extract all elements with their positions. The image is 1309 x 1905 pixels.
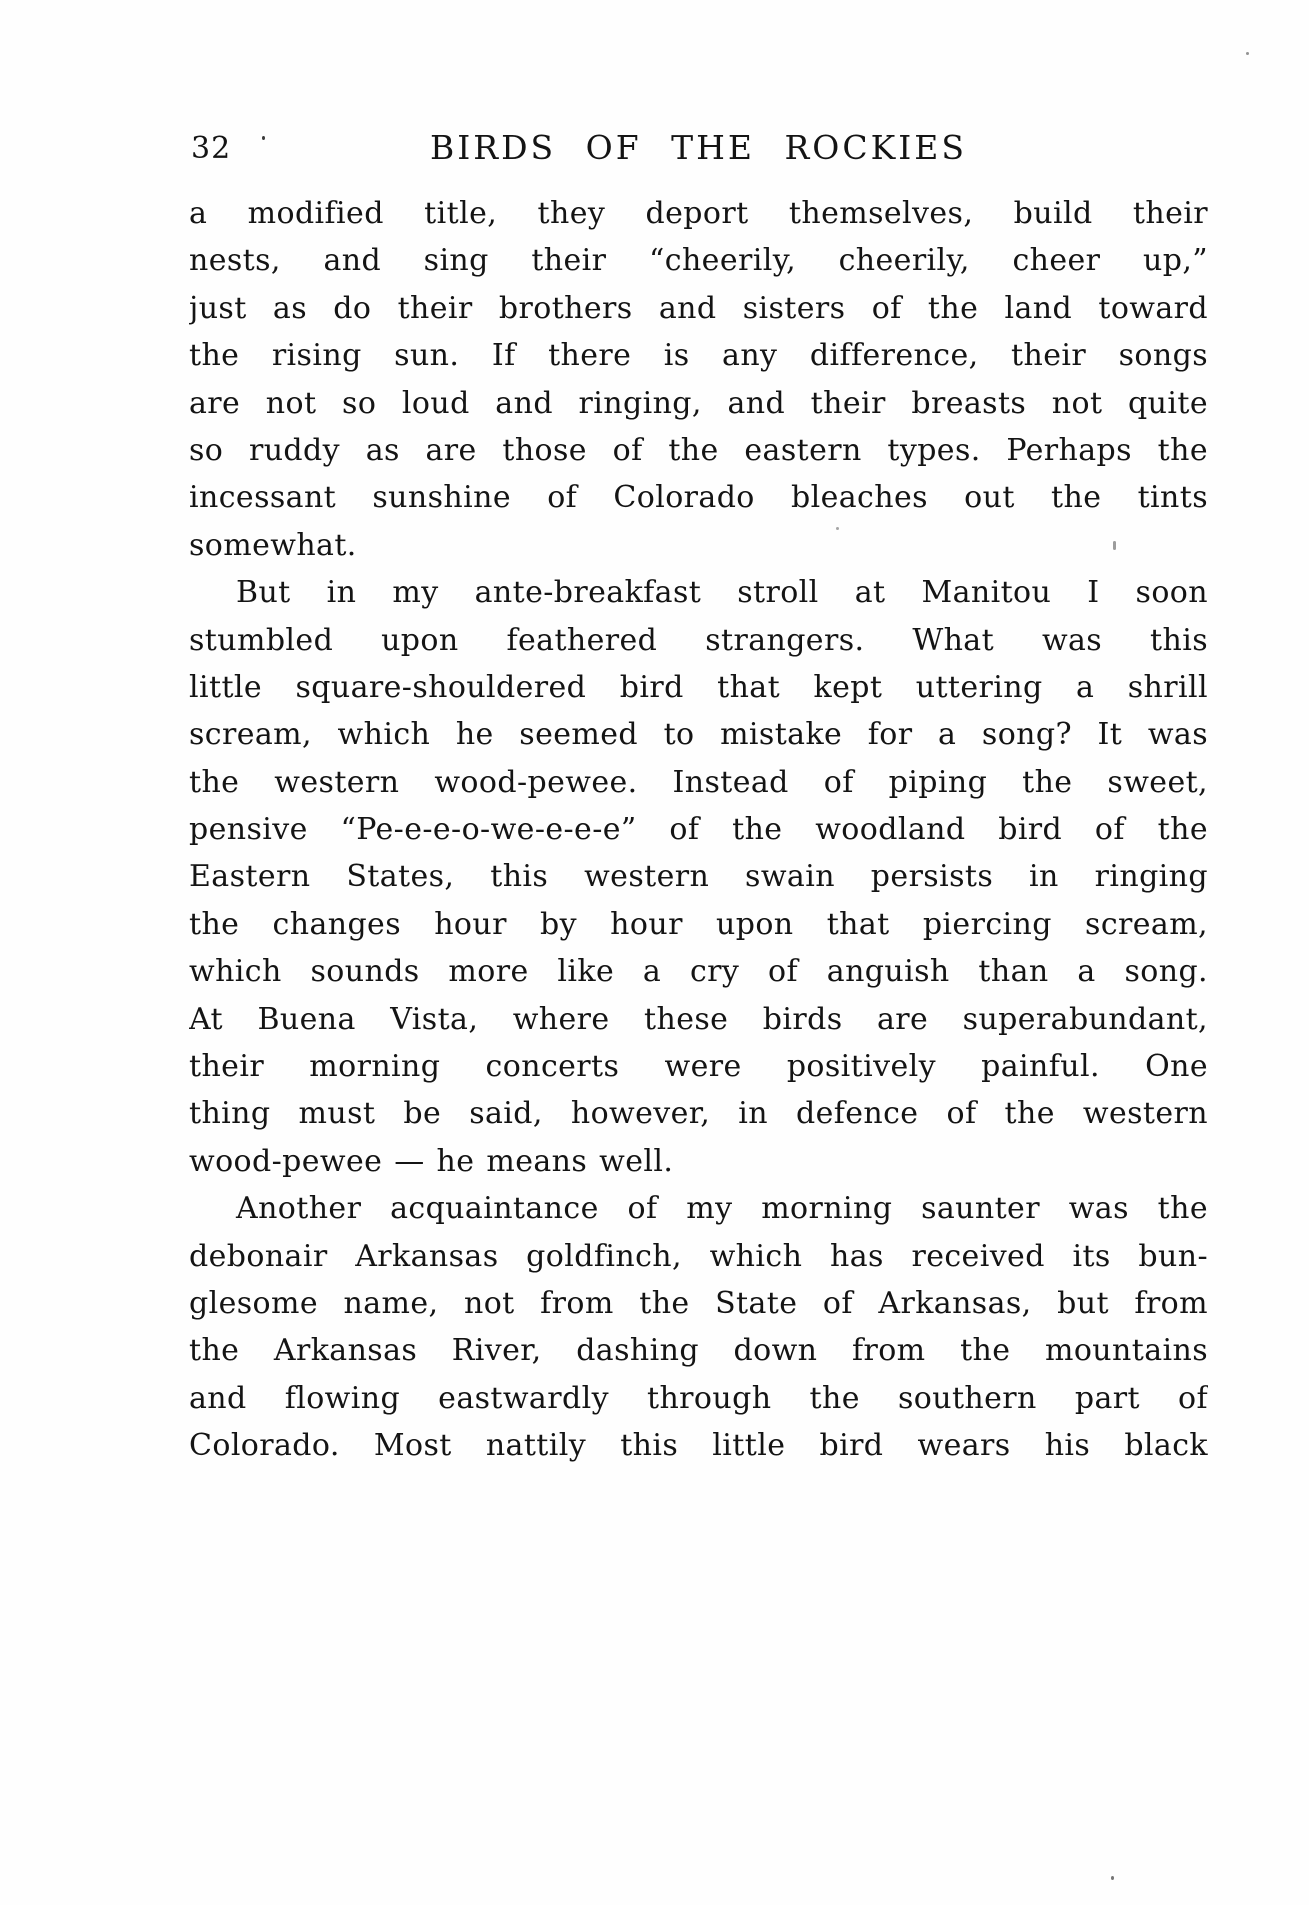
page-number: 32 <box>191 131 232 166</box>
text-line: somewhat. <box>189 527 357 563</box>
text-line: which sounds more like a cry of anguish than a song. <box>189 954 1208 990</box>
scan-speck <box>1111 1876 1114 1880</box>
text-line: glesome name, not from the State of Arkansas, but from <box>189 1285 1208 1321</box>
text-line: But in my ante-breakfast stroll at Manitou I soon <box>236 575 1208 611</box>
text-line: little square-shouldered bird that kept uttering a shrill <box>189 669 1208 705</box>
text-line: the western wood-pewee. Instead of piping the sweet, <box>189 764 1208 800</box>
text-line: At Buena Vista, where these birds are superabundant, <box>189 1001 1208 1037</box>
running-head <box>189 128 1208 168</box>
scan-speck <box>1113 541 1116 550</box>
text-line: are not so loud and ringing, and their breasts not quite <box>189 385 1208 421</box>
running-title: BIRDS OF THE ROCKIES <box>429 128 968 167</box>
text-line: stumbled upon feathered strangers. What was this <box>189 622 1208 658</box>
text-line: the Arkansas River, dashing down from the mountains <box>189 1333 1208 1369</box>
text-line: scream, which he seemed to mistake for a song? It was <box>189 717 1208 753</box>
text-line: thing must be said, however, in defence of the western <box>189 1096 1208 1132</box>
text-line: the changes hour by hour upon that piercing scream, <box>189 906 1208 942</box>
text-line: Eastern States, this western swain persists in ringing <box>189 859 1208 895</box>
text-line: the rising sun. If there is any difference, their songs <box>189 338 1208 374</box>
text-line: and flowing eastwardly through the southern part of <box>189 1380 1208 1416</box>
text-line: just as do their brothers and sisters of the land toward <box>189 290 1208 326</box>
text-line: incessant sunshine of Colorado bleaches out the tints <box>189 480 1208 516</box>
text-line: pensive “Pe-e-e-o-we-e-e-e” of the woodland bird of the <box>189 812 1208 848</box>
text-line: so ruddy as are those of the eastern types. Perhaps the <box>189 432 1208 468</box>
scan-speck <box>262 136 265 140</box>
text-line: nests, and sing their “cheerily, cheerily, cheer up,” <box>189 243 1208 279</box>
body-text <box>189 190 1208 1470</box>
text-line: Colorado. Most nattily this little bird wears his black <box>189 1428 1208 1464</box>
scan-speck <box>1246 52 1249 55</box>
text-line: a modified title, they deport themselves, build their <box>189 196 1208 231</box>
scan-speck <box>836 527 839 530</box>
text-line: their morning concerts were positively painful. One <box>189 1049 1208 1085</box>
text-line: debonair Arkansas goldfinch, which has received its bun- <box>189 1238 1208 1274</box>
text-line: wood-pewee — he means well. <box>189 1143 674 1179</box>
text-line: Another acquaintance of my morning saunter was the <box>236 1191 1208 1227</box>
